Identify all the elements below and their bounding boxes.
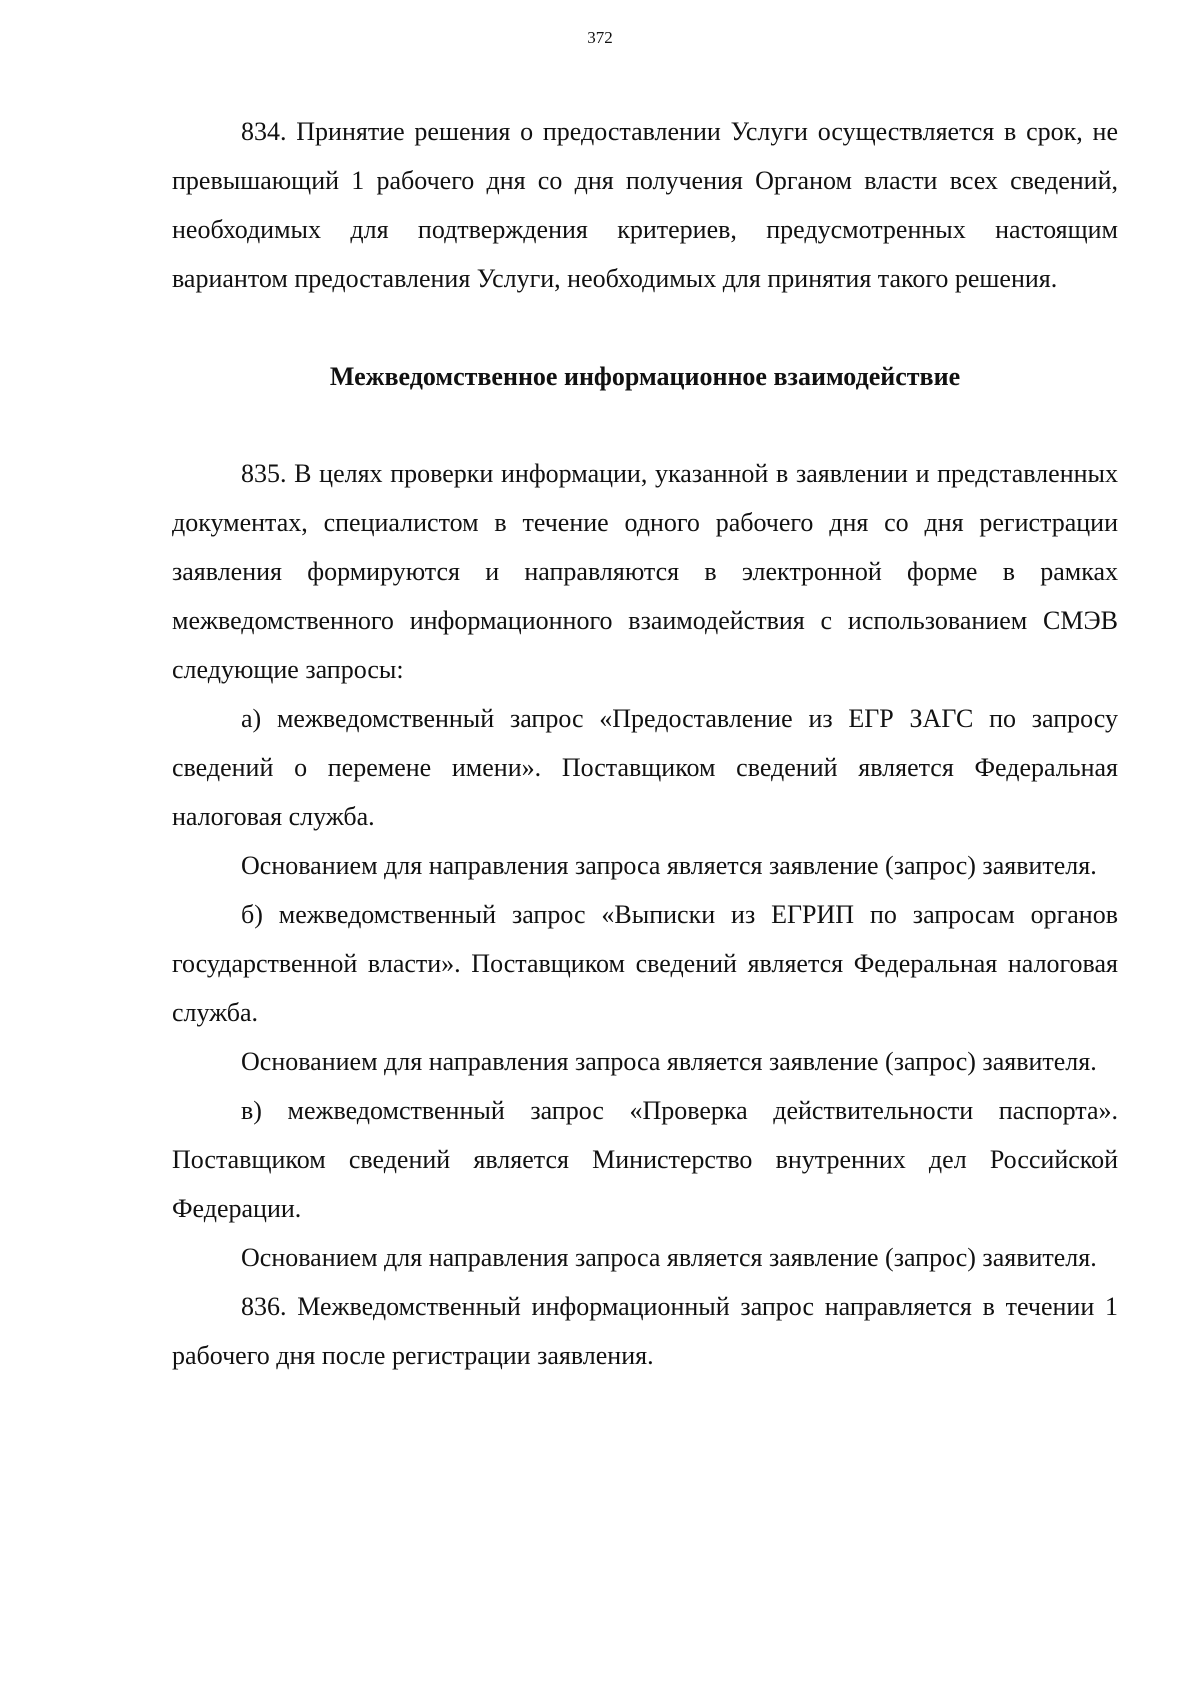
list-item-a: а) межведомственный запрос «Предоставление из ЕГР ЗАГС по запросу сведений о перемене имени». Поставщиком сведений является Федеральная налоговая служба.: [172, 704, 1118, 831]
list-item-a-basis: Основанием для направления запроса является заявление (запрос) заявителя.: [241, 851, 1097, 880]
page-number: 372: [587, 28, 613, 47]
document-body: [172, 107, 1118, 1380]
list-item-b-basis: Основанием для направления запроса является заявление (запрос) заявителя.: [241, 1047, 1097, 1076]
list-item-v-basis: Основанием для направления запроса является заявление (запрос) заявителя.: [241, 1243, 1097, 1272]
paragraph-836: 836. Межведомственный информационный запрос направляется в течении 1 рабочего дня после регистрации заявления.: [172, 1292, 1118, 1370]
paragraph-834: 834. Принятие решения о предоставлении Услуги осуществляется в срок, не превышающий 1 рабочего дня со дня получения Органом власти всех сведений, необходимых для подтверждения критериев, предусмотренных настоящим вариантом предоставления Услуги, необходимых для принятия такого решения.: [172, 117, 1118, 293]
list-item-b: б) межведомственный запрос «Выписки из ЕГРИП по запросам органов государственной власти». Поставщиком сведений является Федеральная налоговая служба.: [172, 900, 1118, 1027]
paragraph-835: 835. В целях проверки информации, указанной в заявлении и представленных документах, специалистом в течение одного рабочего дня со дня регистрации заявления формируются и направляются в электронной форме в рамках межведомственного информационного взаимодействия с использованием СМЭВ следующие запросы:: [172, 459, 1118, 684]
section-heading: Межведомственное информационное взаимодействие: [329, 362, 961, 391]
list-item-v: в) межведомственный запрос «Проверка действительности паспорта». Поставщиком сведений является Министерство внутренних дел Российской Федерации.: [172, 1096, 1118, 1223]
